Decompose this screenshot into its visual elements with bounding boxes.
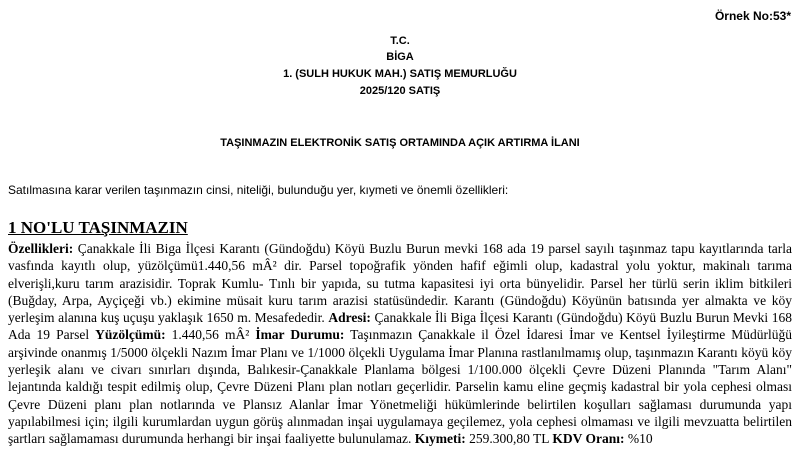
header-line-office: 1. (SULH HUKUK MAH.) SATIŞ MEMURLUĞU: [283, 68, 517, 80]
vat-text: %10: [624, 431, 653, 447]
header-line-file-number: 2025/120 SATIŞ: [359, 85, 441, 97]
address-label: Adresi:: [328, 310, 371, 326]
property-description: [8, 240, 792, 448]
property-section-title: 1 NO'LU TAŞINMAZIN: [8, 218, 188, 237]
value-label: Kıymeti:: [414, 431, 466, 447]
features-label: Özellikleri:: [8, 241, 74, 256]
value-text: 259.300,80 TL: [465, 431, 553, 447]
address-text: Çanakkale İli Biga İlçesi Karantı (Gündoğdu) Köyü Buzlu Burun Mevki 168 Ada 19 Parsel: [8, 310, 792, 343]
area-text: 1.440,56 mÂ²: [165, 327, 256, 343]
features-text: Çanakkale İli Biga İlçesi Karantı (Gündoğdu) Köyü Buzlu Burun mevki 168 ada 19 parsel sayılı taşınmaz tapu kayıtlarında tarla vasfında kayıtlı olup, yüzölçümü1.440,56 mÂ² dir. Parsel topoğrafik yönden hafif eğimli olup, kadastral yolu yoktur, makinalı tarıma elverişli,kuru tarım arazisidir. Toprak Kumlu- Tınlı bir yapıda, su tutma kapasitesi iyi orta bünyelidir. Parsel her türlü serin iklim bitkileri (Buğday, Arpa, Ayçiçeği vb.) ekimine müsait kuru tarım arazisi statüsündedir. Karantı (Gündoğdu) Köyünün batısında yer almakta ve köy yerleşim alanına kuş uçuşu yaklaşık 1650 m. Mesafededir.: [8, 241, 792, 326]
vat-label: KDV Oranı:: [552, 431, 625, 447]
zoning-text: Taşınmazın Çanakkale il Özel İdaresi İmar ve Kentsel İyileştirme Müdürlüğü arşivinde onanmış 1/5000 ölçekli Nazım İmar Planı ve 1/1000 ölçekli Uygulama İmar Planına rastlanılmamış olup, taşınmazın Karantı köyü köy yerleşik alanı ve civarı sınırları dışında, Balıkesir-Çanakkale Planlama bölgesi 1/100.000 ölçekli Çevre Düzeni Planında "Tarım Alanı" lejantında kaldığı tespit edilmiş olup, Çevre Düzeni Planı plan notları geçerlidir. Parselin kamu eline geçmiş kadastral bir yola cephesi olması Çevre Düzeni planı plan notlarında ve Plansız Alanlar İmar Yönetmeliği hükümlerinde belirtilen koşulları sağlaması durumunda yapı yapılabilmesi için; ilgili kurumlardan uygun görüş alınmadan inşai uygulamaya geçilemez, yola cephesi olmaması ve ilgili mevzuatta belirtilen şartları sağlamaması durumunda herhangi bir inşai faaliyette bulunulamaz.: [8, 327, 792, 447]
copy-number: Örnek No:53*: [714, 9, 791, 23]
header-line-state: T.C.: [390, 35, 410, 47]
header-line-city: BİGA: [386, 51, 414, 63]
area-label: Yüzölçümü:: [95, 327, 166, 343]
intro-text: Satılmasına karar verilen taşınmazın cinsi, niteliği, bulunduğu yer, kıymeti ve önemli özellikleri:: [8, 183, 509, 197]
zoning-label: İmar Durumu:: [255, 327, 345, 343]
announcement-title: TAŞINMAZIN ELEKTRONİK SATIŞ ORTAMINDA AÇIK ARTIRMA İLANI: [220, 137, 580, 149]
